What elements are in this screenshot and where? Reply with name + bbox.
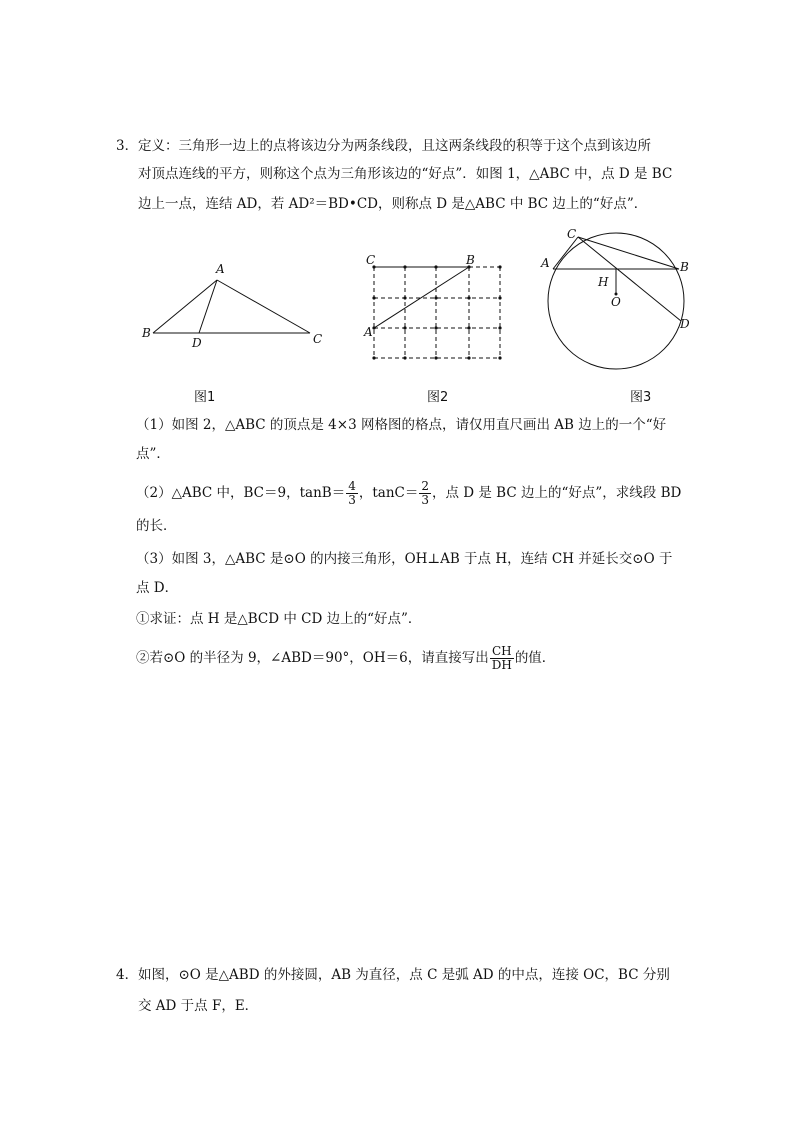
fig2-label-b: B [466,253,475,267]
question-2-line-1 [136,480,681,507]
fig1-label-a: A [216,262,225,276]
question-1-line-2: 点”． [136,446,170,462]
question-2-prefix: （2）△ABC 中，BC＝9，tanB＝ [136,485,346,501]
fig1-label-c: C [313,332,323,346]
problem4-number: 4． [116,967,139,983]
tan-c-denominator: 3 [421,493,429,507]
fig2-label-a: A [364,325,373,339]
figure-2-grid [362,252,512,364]
problem4-line-2: 交 AD 于点 F，E． [138,998,259,1014]
question-3-part-2 [136,645,555,672]
problem4-line-1: 如图，⊙O 是△ABD 的外接圆，AB 为直径，点 C 是弧 AD 的中点，连接 OC，BC 分别 [138,967,670,983]
fig2-caption: 图2 [427,390,449,405]
question-3-line-2: 点 D． [136,580,179,596]
fig1-label-d: D [192,336,202,350]
tan-b-numerator: 4 [348,479,356,493]
tan-c-fraction [419,480,431,507]
problem3-line-2: 对顶点连线的平方，则称这个点为三角形该边的“好点”．如图 1，△ABC 中，点 D 是 BC [138,166,673,182]
fig3-label-o: O [611,295,621,309]
figure-3-circle [536,224,708,374]
fig3-label-a: A [541,256,550,270]
fig3-label-b: B [680,260,689,274]
problem3-line-1: 定义：三角形一边上的点将该边分为两条线段，且这两条线段的积等于这个点到该边所 [138,138,651,154]
fig1-label-b: B [142,326,151,340]
ch-numerator: CH [490,645,514,659]
figure-1-triangle [130,255,340,355]
tan-c-numerator: 2 [421,479,429,493]
fig3-caption: 图3 [630,390,652,405]
ch-dh-fraction [490,645,514,672]
question-3-part-2-prefix: ②若⊙O 的半径为 9，∠ABD＝90°，OH＝6，请直接写出 [136,650,489,666]
dh-denominator: DH [491,658,512,672]
fig1-caption: 图1 [194,390,216,405]
fig3-label-d: D [680,317,690,331]
fig3-label-h: H [598,275,609,289]
problem3-number: 3． [116,138,139,154]
question-3-line-1: （3）如图 3，△ABC 是⊙O 的内接三角形，OH⊥AB 于点 H，连结 CH 并延长交⊙O 于 [136,551,673,567]
problem3-line-3: 边上一点，连结 AD，若 AD²＝BD•CD，则称点 D 是△ABC 中 BC 边上的“好点”． [138,196,648,212]
question-2-suffix: ，点 D 是 BC 边上的“好点”，求线段 BD [431,485,682,501]
fig2-label-c: C [366,253,376,267]
question-1-line-1: （1）如图 2，△ABC 的顶点是 4×3 网格图的格点，请仅用直尺画出 AB 边上的一个“好 [136,417,667,433]
question-2-middle: ，tanC＝ [358,485,419,501]
question-3-part-2-suffix: 的值． [514,650,556,666]
tan-b-fraction [346,480,358,507]
fig3-label-c: C [567,227,577,241]
question-3-part-1: ①求证：点 H 是△BCD 中 CD 边上的“好点”． [136,611,422,627]
tan-b-denominator: 3 [348,493,356,507]
question-2-line-2: 的长． [136,518,177,534]
